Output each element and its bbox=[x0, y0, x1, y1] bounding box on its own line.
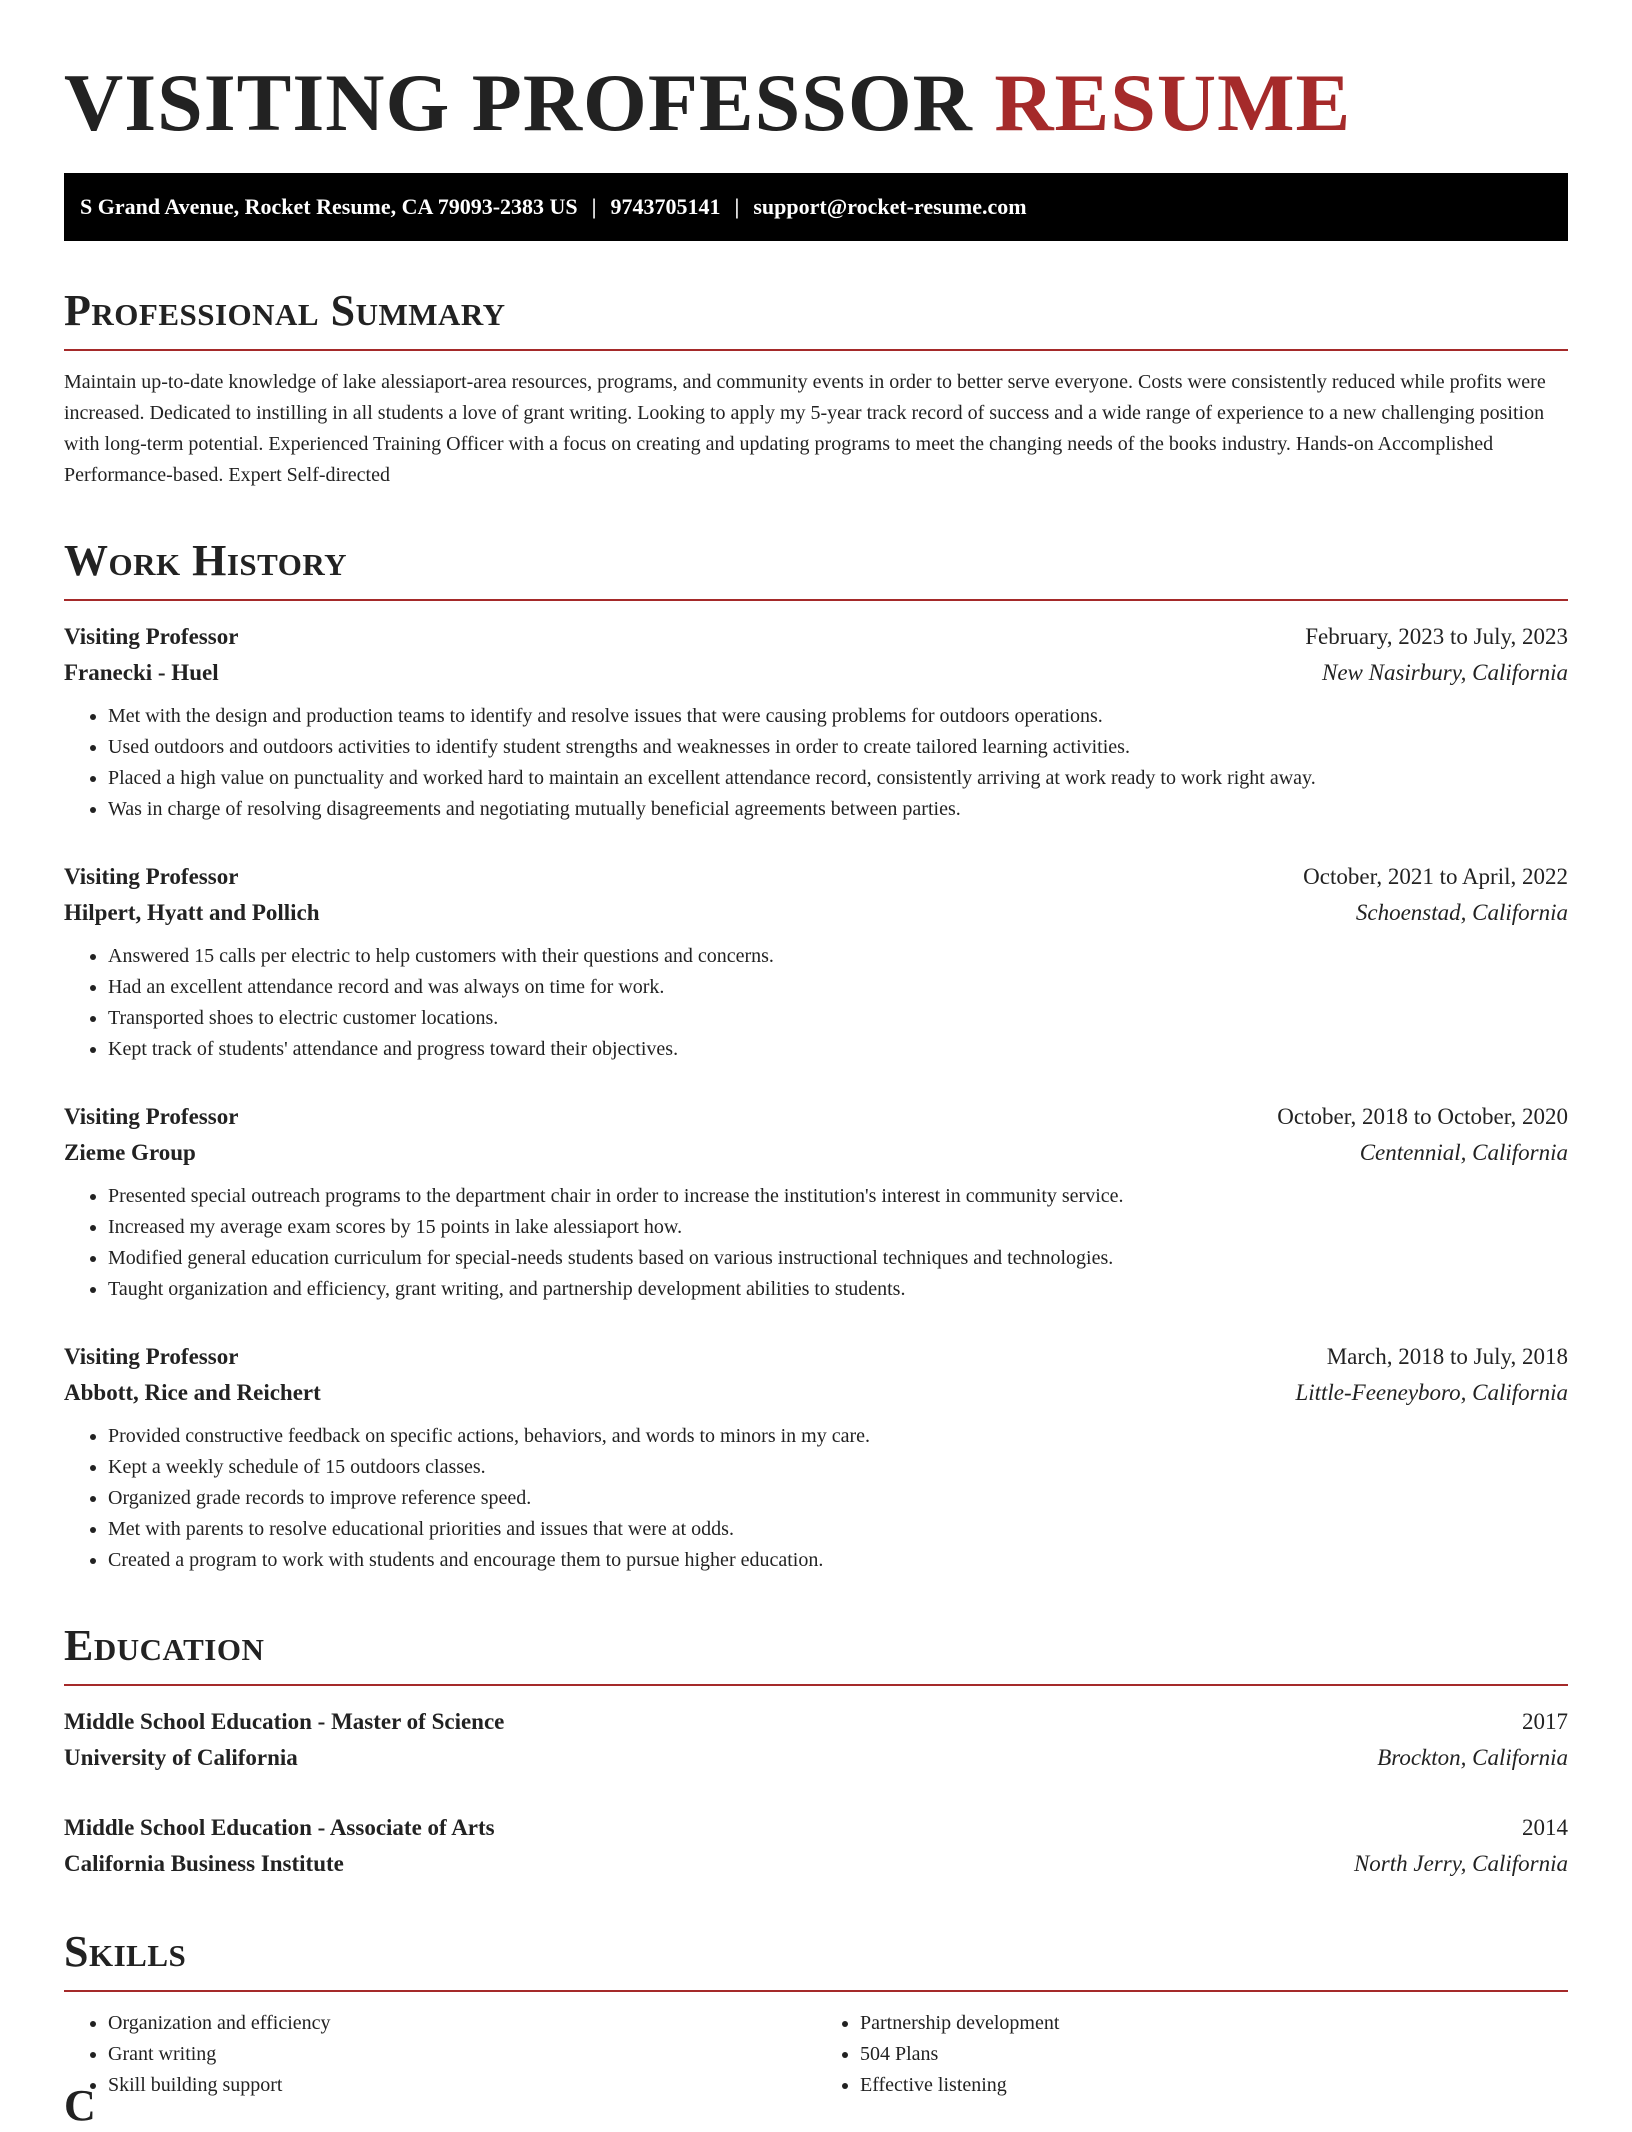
job-title: Visiting Professor bbox=[64, 1104, 239, 1129]
job-company: Franecki - Huel bbox=[64, 660, 219, 685]
education-entry bbox=[64, 1810, 1568, 1882]
education-degree: Middle School Education - Master of Science bbox=[64, 1709, 505, 1734]
job-company: Hilpert, Hyatt and Pollich bbox=[64, 900, 320, 925]
list-item: • Taught organization and efficiency, grant writing, and partnership development abilities to students. bbox=[108, 1274, 1568, 1305]
skills-list-left bbox=[64, 2008, 816, 2101]
skills-columns bbox=[64, 2008, 1568, 2101]
summary-text: Maintain up-to-date knowledge of lake alessiaport-area resources, programs, and community events in order to better serve everyone. Costs were consistently reduced while profits were increased. Dedicated to instilling in all students a love of grant writing. Looking to apply my 5-year track record of success and a wide range of experience to a new challenging position with long-term potential. Experienced Training Officer with a focus on creating and updating programs to meet the changing needs of the books industry. Hands-on Accomplished Performance-based. Expert Self-directed bbox=[64, 371, 1546, 486]
education-entry bbox=[64, 1704, 1568, 1776]
list-item: • Met with the design and production teams to identify and resolve issues that were causing problems for outdoors operations. bbox=[108, 701, 1568, 732]
job-title: Visiting Professor bbox=[64, 1344, 239, 1369]
skill-item: • Grant writing bbox=[108, 2039, 816, 2070]
job-bullets bbox=[64, 941, 1568, 1065]
skill-item: • Partnership development bbox=[860, 2008, 1568, 2039]
job-bullets bbox=[64, 1421, 1568, 1576]
job-location: New Nasirbury, California bbox=[1321, 660, 1568, 685]
contact-address: S Grand Avenue, Rocket Resume, CA 79093-2383 US bbox=[80, 194, 578, 219]
job-title: Visiting Professor bbox=[64, 624, 239, 649]
job-title: Visiting Professor bbox=[64, 864, 239, 889]
skill-item: • Skill building support bbox=[108, 2070, 816, 2101]
skills-heading: Skills bbox=[64, 1926, 1568, 1992]
job-entry bbox=[64, 859, 1568, 1065]
education-school: California Business Institute bbox=[64, 1851, 344, 1876]
job-dates: March, 2018 to July, 2018 bbox=[1326, 1344, 1568, 1369]
job-entry bbox=[64, 619, 1568, 825]
job-location: Schoenstad, California bbox=[1355, 900, 1568, 925]
next-section-heading-partial: C bbox=[64, 2081, 96, 2130]
job-dates: February, 2023 to July, 2023 bbox=[1305, 624, 1568, 649]
list-item: • Presented special outreach programs to the department chair in order to increase the institution's interest in community service. bbox=[108, 1181, 1568, 1212]
skills-section bbox=[64, 1926, 1568, 2101]
list-item: • Used outdoors and outdoors activities to identify student strengths and weaknesses in order to create tailored learning activities. bbox=[108, 732, 1568, 763]
list-item: • Increased my average exam scores by 15 points in lake alessiaport how. bbox=[108, 1212, 1568, 1243]
contact-email[interactable]: support@rocket-resume.com bbox=[753, 194, 1027, 219]
skill-item: • 504 Plans bbox=[860, 2039, 1568, 2070]
skill-item: • Organization and efficiency bbox=[108, 2008, 816, 2039]
summary-section bbox=[64, 285, 1568, 491]
list-item: • Met with parents to resolve educational priorities and issues that were at odds. bbox=[108, 1514, 1568, 1545]
list-item: • Answered 15 calls per electric to help customers with their questions and concerns. bbox=[108, 941, 1568, 972]
contact-separator: | bbox=[734, 194, 740, 219]
title-accent: RESUME bbox=[994, 57, 1352, 148]
job-bullets bbox=[64, 1181, 1568, 1305]
title-main: VISITING PROFESSOR bbox=[64, 57, 973, 148]
resume-title bbox=[64, 55, 1568, 151]
list-item: • Placed a high value on punctuality and worked hard to maintain an excellent attendance record, consistently arriving at work ready to work right away. bbox=[108, 763, 1568, 794]
list-item: • Kept track of students' attendance and progress toward their objectives. bbox=[108, 1034, 1568, 1065]
summary-heading: Professional Summary bbox=[64, 285, 1568, 351]
list-item: • Organized grade records to improve reference speed. bbox=[108, 1483, 1568, 1514]
job-location: Centennial, California bbox=[1359, 1140, 1568, 1165]
list-item: • Was in charge of resolving disagreements and negotiating mutually beneficial agreements between parties. bbox=[108, 794, 1568, 825]
list-item: • Created a program to work with students and encourage them to pursue higher education. bbox=[108, 1545, 1568, 1576]
job-entry bbox=[64, 1339, 1568, 1576]
job-bullets bbox=[64, 701, 1568, 825]
list-item: • Had an excellent attendance record and was always on time for work. bbox=[108, 972, 1568, 1003]
skill-item: • Effective listening bbox=[860, 2070, 1568, 2101]
work-history-section bbox=[64, 535, 1568, 1576]
job-company: Zieme Group bbox=[64, 1140, 196, 1165]
job-company: Abbott, Rice and Reichert bbox=[64, 1380, 321, 1405]
education-location: North Jerry, California bbox=[1353, 1851, 1568, 1876]
skills-list-right bbox=[816, 2008, 1568, 2101]
job-dates: October, 2021 to April, 2022 bbox=[1303, 864, 1568, 889]
education-location: Brockton, California bbox=[1377, 1745, 1568, 1770]
education-heading: Education bbox=[64, 1620, 1568, 1686]
job-location: Little-Feeneyboro, California bbox=[1295, 1380, 1568, 1405]
education-degree: Middle School Education - Associate of Arts bbox=[64, 1815, 495, 1840]
contact-phone[interactable]: 9743705141 bbox=[610, 194, 721, 219]
work-history-heading: Work History bbox=[64, 535, 1568, 601]
list-item: • Kept a weekly schedule of 15 outdoors classes. bbox=[108, 1452, 1568, 1483]
job-dates: October, 2018 to October, 2020 bbox=[1277, 1104, 1568, 1129]
list-item: • Modified general education curriculum for special-needs students based on various instructional techniques and technologies. bbox=[108, 1243, 1568, 1274]
contact-bar bbox=[64, 173, 1568, 241]
education-school: University of California bbox=[64, 1745, 298, 1770]
education-year: 2014 bbox=[1522, 1815, 1568, 1840]
contact-separator: | bbox=[591, 194, 597, 219]
education-section bbox=[64, 1620, 1568, 1882]
job-entry bbox=[64, 1099, 1568, 1305]
education-year: 2017 bbox=[1522, 1709, 1568, 1734]
list-item: • Provided constructive feedback on specific actions, behaviors, and words to minors in my care. bbox=[108, 1421, 1568, 1452]
list-item: • Transported shoes to electric customer locations. bbox=[108, 1003, 1568, 1034]
